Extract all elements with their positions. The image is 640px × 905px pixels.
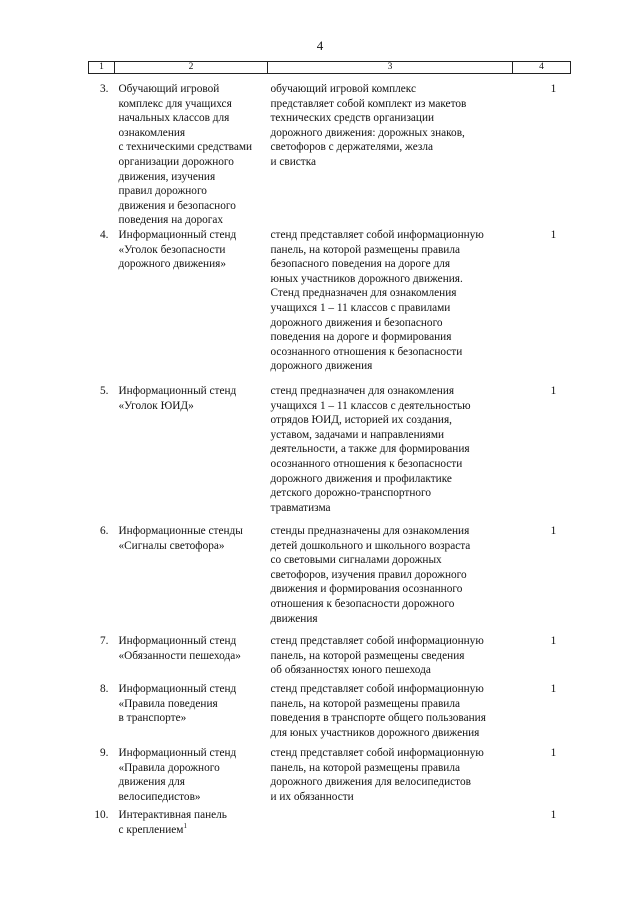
row-description-cell bbox=[268, 808, 513, 848]
row-name bbox=[119, 228, 266, 272]
row-description-cell bbox=[268, 746, 513, 808]
row-description-cell bbox=[268, 74, 513, 228]
row-description-cell bbox=[268, 682, 513, 746]
header-col-2: 2 bbox=[115, 62, 268, 74]
table-row bbox=[89, 746, 571, 808]
row-name bbox=[119, 808, 266, 837]
row-name bbox=[119, 384, 266, 413]
row-quantity: 1 bbox=[550, 524, 557, 537]
row-name-text: Информационный стенд «Правила поведения в транспорте» bbox=[118, 682, 237, 725]
row-description: стенд представляет собой информационную панель, на которой размещены правила дорожного движения для велосипедистов и их обязанности bbox=[270, 746, 484, 803]
row-name-text: Информационный стенд «Уголок ЮИД» bbox=[118, 384, 237, 412]
table-header bbox=[89, 62, 571, 74]
row-number: 4. bbox=[100, 228, 109, 241]
row-description: стенд представляет собой информационную панель, на которой размещены правила безопасного поведения на дороге для юных участников дорожного движения. Стенд предназначен для ознакомления учащихся 1 – 11 классов с правилами дорожного движения и безопасного поведения на дороге и формирования осознанного отношения к безопасности дорожного движения bbox=[270, 228, 484, 373]
table-row bbox=[89, 808, 571, 848]
footnote-mark[interactable]: 1 bbox=[183, 821, 187, 830]
row-quantity: 1 bbox=[550, 746, 557, 759]
row-number: 7. bbox=[100, 634, 109, 647]
row-name-cell bbox=[115, 524, 268, 634]
row-name bbox=[119, 524, 266, 553]
equipment-table bbox=[88, 61, 571, 848]
row-number: 10. bbox=[94, 808, 109, 821]
table-row bbox=[89, 524, 571, 634]
row-name-text: Обучающий игровой комплекс для учащихся начальных классов для ознакомления с техническими средствами организации дорожного движения, изучения правил дорожного движения и безопасного поведения на дорогах bbox=[118, 83, 253, 227]
row-name-cell bbox=[115, 228, 268, 384]
row-description-cell bbox=[268, 228, 513, 384]
row-number: 5. bbox=[100, 384, 109, 397]
table-row bbox=[89, 634, 571, 682]
row-name-text: Информационный стенд «Обязанности пешехода» bbox=[118, 634, 241, 662]
row-description: обучающий игровой комплекс представляет собой комплект из макетов технических средств организации дорожного движения: дорожных знаков, светофоров с держателями, жезла и свистка bbox=[270, 83, 467, 168]
row-quantity: 1 bbox=[550, 384, 557, 397]
row-number: 9. bbox=[100, 746, 109, 759]
row-description-cell bbox=[268, 634, 513, 682]
row-quantity: 1 bbox=[550, 83, 557, 95]
table-row bbox=[89, 228, 571, 384]
table-row bbox=[89, 74, 571, 228]
row-name-text: Интерактивная панель с креплением bbox=[118, 808, 227, 836]
table-body bbox=[89, 74, 571, 848]
row-description: стенд представляет собой информационную панель, на которой размещены правила поведения в транспорте общего пользования для юных участников дорожного движения bbox=[270, 682, 486, 739]
row-name-cell bbox=[115, 384, 268, 524]
row-description-cell bbox=[268, 384, 513, 524]
row-number: 6. bbox=[100, 524, 109, 537]
row-name bbox=[119, 82, 266, 228]
page-number: 4 bbox=[316, 38, 324, 53]
row-name bbox=[119, 682, 266, 726]
header-col-4: 4 bbox=[513, 62, 571, 74]
header-col-1: 1 bbox=[89, 62, 115, 74]
row-number: 8. bbox=[100, 682, 109, 695]
row-number: 3. bbox=[100, 83, 109, 95]
row-description: стенды предназначены для ознакомления детей дошкольного и школьного возраста со световыми сигналами дорожных светофоров, изучения правил дорожного движения и формирования осознанного отношения к безопасности дорожного движения bbox=[270, 524, 471, 625]
row-name-cell bbox=[115, 74, 268, 228]
table-row bbox=[89, 384, 571, 524]
table-row bbox=[89, 682, 571, 746]
row-quantity: 1 bbox=[550, 682, 557, 695]
header-col-3: 3 bbox=[268, 62, 513, 74]
row-name bbox=[119, 634, 266, 663]
row-name-cell bbox=[115, 682, 268, 746]
row-quantity: 1 bbox=[550, 228, 557, 241]
row-name-cell bbox=[115, 634, 268, 682]
row-quantity: 1 bbox=[550, 634, 557, 647]
row-name bbox=[119, 746, 266, 804]
row-name-cell bbox=[115, 746, 268, 808]
row-quantity: 1 bbox=[550, 808, 557, 821]
row-name-cell bbox=[115, 808, 268, 848]
row-name-text: Информационный стенд «Правила дорожного движения для велосипедистов» bbox=[118, 746, 237, 803]
row-description-cell bbox=[268, 524, 513, 634]
row-description: стенд предназначен для ознакомления учащихся 1 – 11 классов с деятельностью отрядов ЮИД, историей их создания, уставом, задачами и направлениями деятельности, а также для формирования осознанного отношения к безопасности дорожного движения и профилактике детского дорожно-транспортного травматизма bbox=[270, 384, 471, 514]
row-name-text: Информационные стенды «Сигналы светофора» bbox=[118, 524, 243, 552]
row-description: стенд представляет собой информационную панель, на которой размещены сведения об обязанностях юного пешехода bbox=[270, 634, 484, 677]
row-name-text: Информационный стенд «Уголок безопасности дорожного движения» bbox=[118, 228, 237, 271]
